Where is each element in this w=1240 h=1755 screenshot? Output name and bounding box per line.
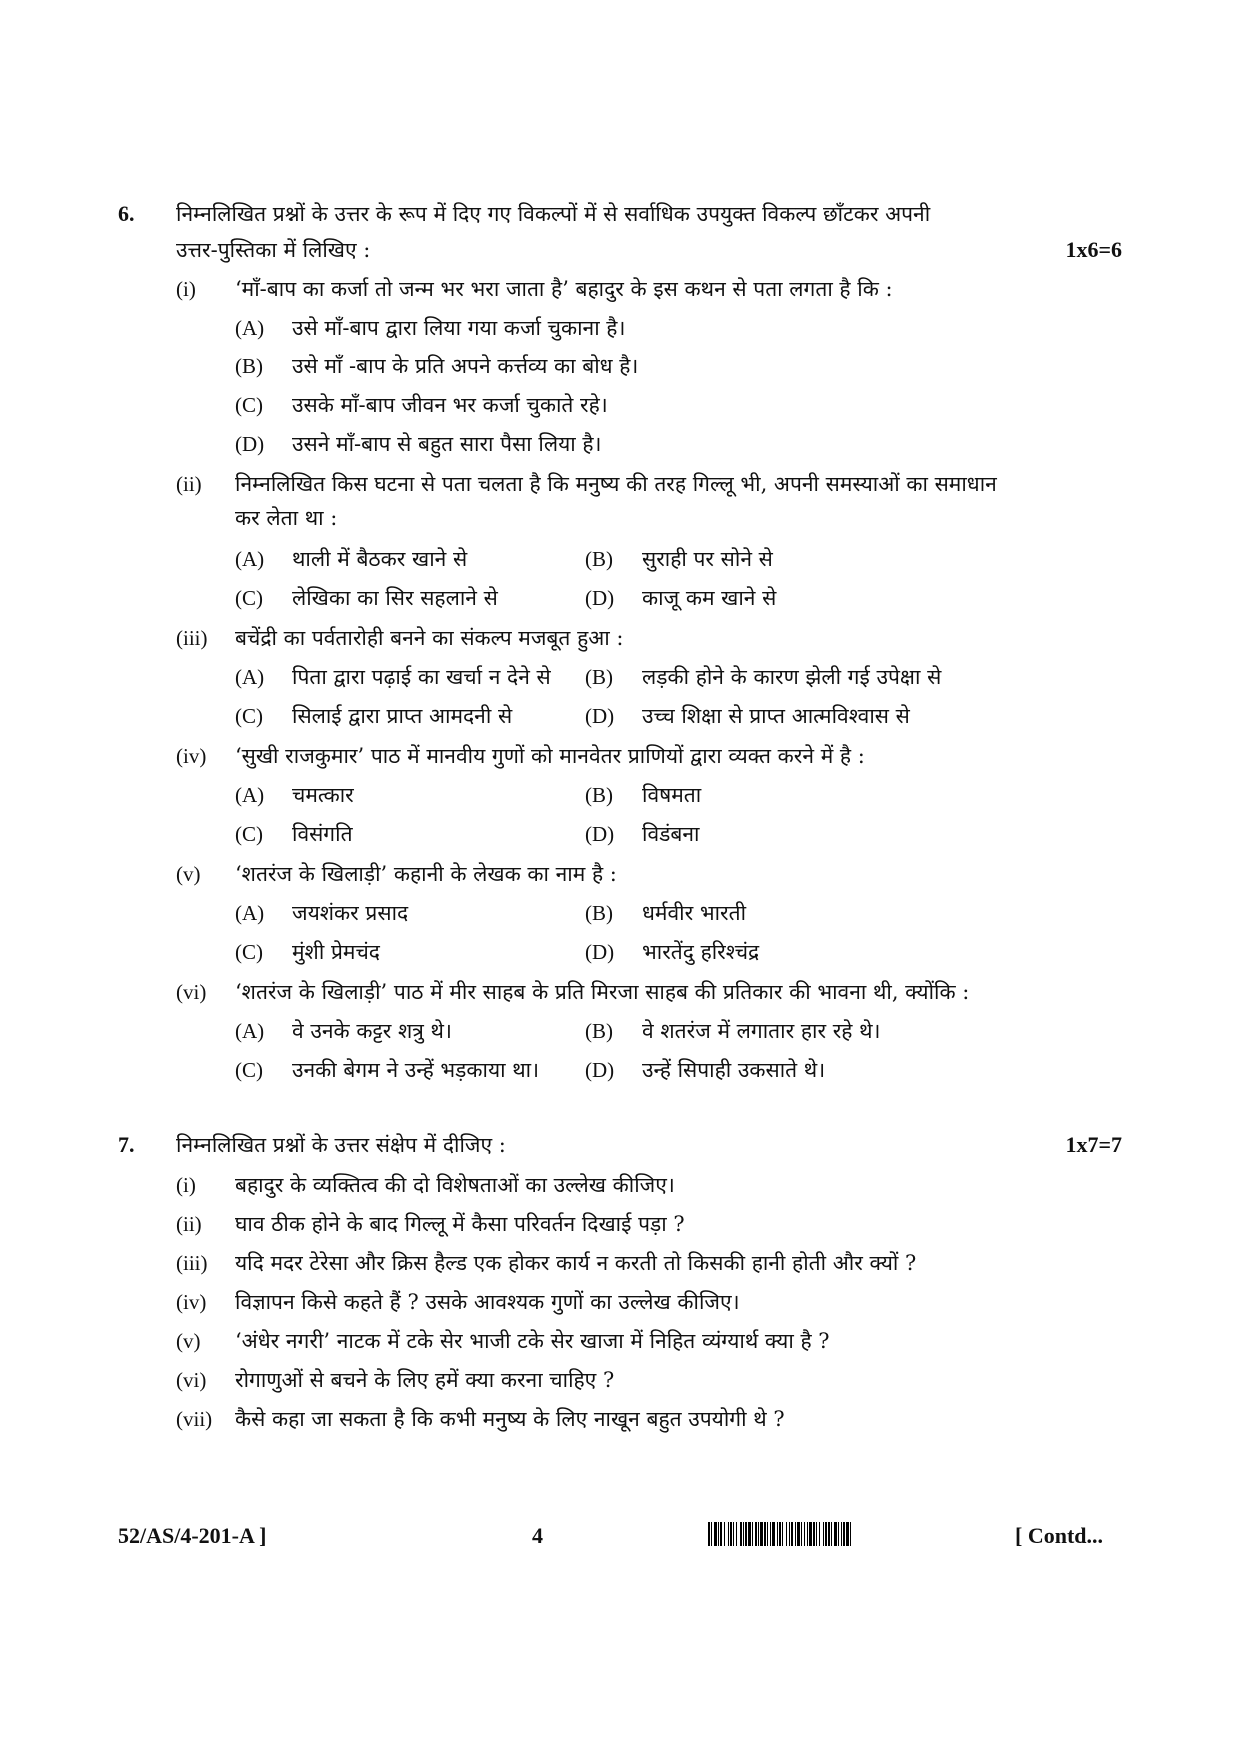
sub-question-stem: ‘माँ-बाप का कर्जा तो जन्म भर भरा जाता है’ बहादुर के इस कथन से पता लगता है कि : — [235, 277, 893, 301]
option-label: (C) — [235, 586, 263, 610]
sub-question — [0, 271, 1240, 307]
option-row — [0, 1052, 1240, 1088]
instruction-line-1: निम्नलिखित प्रश्नों के उत्तर के रूप में दिए गए विकल्पों में से सर्वाधिक उपयुक्त विकल्प छाँटकर अपनी — [176, 202, 931, 226]
option-row — [0, 895, 1240, 931]
sub-question-text: यदि मदर टेरेसा और क्रिस हैल्ड एक होकर कार्य न करती तो किसकी हानी होती और क्यों ? — [235, 1251, 917, 1275]
option-text: उन्हें सिपाही उकसाते थे। — [642, 1058, 826, 1082]
page-footer — [0, 1518, 1240, 1554]
sub-question-number: (i) — [176, 277, 196, 301]
sub-question-number: (iii) — [176, 626, 208, 650]
option-text: उसके माँ-बाप जीवन भर कर्जा चुकाते रहे। — [292, 393, 608, 417]
option-text: काजू कम खाने से — [642, 586, 777, 610]
option-row — [0, 698, 1240, 734]
sub-question-number: (iii) — [176, 1251, 208, 1275]
option-text: थाली में बैठकर खाने से — [292, 547, 468, 571]
option-label: (D) — [585, 586, 615, 610]
question-number: 6. — [118, 201, 135, 226]
option-text: उसे माँ-बाप द्वारा लिया गया कर्जा चुकाना है। — [292, 316, 626, 340]
sub-question-stem: ‘शतरंज के खिलाड़ी’ कहानी के लेखक का नाम है : — [235, 862, 617, 886]
short-question — [0, 1362, 1240, 1398]
continued-label: [ Contd... — [1015, 1523, 1104, 1548]
option-label: (A) — [235, 783, 265, 807]
option-text: सुराही पर सोने से — [642, 547, 773, 571]
option-text: उसने माँ-बाप से बहुत सारा पैसा लिया है। — [292, 432, 602, 456]
sub-question-number: (iv) — [176, 1290, 207, 1314]
page-number: 4 — [532, 1523, 543, 1548]
sub-question-stem: बचेंद्री का पर्वतारोही बनने का संकल्प मजबूत हुआ : — [235, 626, 624, 650]
question-number: 7. — [118, 1132, 135, 1157]
short-question — [0, 1245, 1240, 1281]
option-label: (C) — [235, 940, 263, 964]
option-label: (B) — [235, 354, 263, 378]
marks: 1x7=7 — [1065, 1132, 1122, 1157]
sub-question-number: (i) — [176, 1173, 196, 1197]
paper-code: 52/AS/4-201-A ] — [118, 1523, 267, 1548]
option-label: (D) — [585, 940, 615, 964]
option-text: वे शतरंज में लगातार हार रहे थे। — [642, 1019, 881, 1043]
option-label: (D) — [235, 432, 265, 456]
barcode-icon — [708, 1522, 1006, 1546]
option-label: (C) — [235, 822, 263, 846]
option-row — [0, 816, 1240, 852]
option-row — [0, 777, 1240, 813]
option-text: चमत्कार — [292, 783, 354, 807]
short-question — [0, 1206, 1240, 1242]
sub-question — [0, 856, 1240, 892]
short-question — [0, 1284, 1240, 1320]
option-row — [0, 1013, 1240, 1049]
option-label: (B) — [585, 1019, 613, 1043]
option-row — [0, 541, 1240, 577]
option-label: (A) — [235, 1019, 265, 1043]
option-label: (A) — [235, 547, 265, 571]
option-label: (B) — [585, 547, 613, 571]
sub-question-text: बहादुर के व्यक्तित्व की दो विशेषताओं का उल्लेख कीजिए। — [235, 1173, 675, 1197]
option-text: विसंगति — [292, 822, 353, 846]
sub-question-number: (v) — [176, 862, 201, 886]
option-text: मुंशी प्रेमचंद — [292, 940, 380, 964]
option-label: (A) — [235, 316, 265, 340]
option-text: उनकी बेगम ने उन्हें भड़काया था। — [292, 1058, 540, 1082]
option-text: वे उनके कट्टर शत्रु थे। — [292, 1019, 452, 1043]
sub-question-text: कैसे कहा जा सकता है कि कभी मनुष्य के लिए नाखून बहुत उपयोगी थे ? — [235, 1407, 785, 1431]
sub-question-text: घाव ठीक होने के बाद गिल्लू में कैसा परिवर्तन दिखाई पड़ा ? — [235, 1212, 685, 1236]
option-label: (C) — [235, 704, 263, 728]
sub-question-number: (vii) — [176, 1407, 213, 1431]
option-text: लेखिका का सिर सहलाने से — [292, 586, 498, 610]
sub-question-stem: ‘सुखी राजकुमार’ पाठ में मानवीय गुणों को मानवेतर प्राणियों द्वारा व्यक्त करने में है : — [235, 744, 865, 768]
option-row — [0, 580, 1240, 616]
sub-question — [0, 738, 1240, 774]
sub-question-text: रोगाणुओं से बचने के लिए हमें क्या करना चाहिए ? — [235, 1368, 615, 1392]
sub-question-number: (vi) — [176, 1368, 207, 1392]
option-label: (C) — [235, 1058, 263, 1082]
option-text: लड़की होने के कारण झेली गई उपेक्षा से — [642, 665, 942, 689]
sub-question-number: (ii) — [176, 1212, 202, 1236]
sub-question-text: ‘अंधेर नगरी’ नाटक में टके सेर भाजी टके सेर खाजा में निहित व्यंग्यार्थ क्या है ? — [235, 1329, 830, 1353]
option-text: सिलाई द्वारा प्राप्त आमदनी से — [292, 704, 513, 728]
option-text: भारतेंदु हरिश्चंद्र — [642, 940, 760, 964]
sub-question-stem: ‘शतरंज के खिलाड़ी’ पाठ में मीर साहब के प्रति मिरजा साहब की प्रतिकार की भावना थी, क्योंकि : — [235, 980, 970, 1004]
option-label: (B) — [585, 901, 613, 925]
sub-question-number: (ii) — [176, 472, 202, 496]
sub-question-continued — [0, 500, 1240, 536]
option — [0, 426, 1240, 462]
option — [0, 348, 1240, 384]
option-label: (C) — [235, 393, 263, 417]
option-text: विषमता — [642, 783, 702, 807]
option-row — [0, 934, 1240, 970]
short-question — [0, 1167, 1240, 1203]
question-7 — [0, 1127, 1240, 1163]
option-text: उच्च शिक्षा से प्राप्त आत्मविश्वास से — [642, 704, 910, 728]
option-text: उसे माँ -बाप के प्रति अपने कर्त्तव्य का बोध है। — [292, 354, 639, 378]
question-instruction — [176, 196, 1066, 268]
option-label: (B) — [585, 665, 613, 689]
option-text: जयशंकर प्रसाद — [292, 901, 409, 925]
option-text: विडंबना — [642, 822, 700, 846]
option — [0, 310, 1240, 346]
option-label: (A) — [235, 901, 265, 925]
option-label: (D) — [585, 1058, 615, 1082]
option-text: धर्मवीर भारती — [642, 901, 747, 925]
option-label: (D) — [585, 704, 615, 728]
sub-question-stem-line-1: निम्नलिखित किस घटना से पता चलता है कि मनुष्य की तरह गिल्लू भी, अपनी समस्याओं का समाधान — [235, 472, 997, 496]
sub-question — [0, 466, 1240, 502]
option — [0, 387, 1240, 423]
option-row — [0, 659, 1240, 695]
option-label: (B) — [585, 783, 613, 807]
sub-question-number: (vi) — [176, 980, 207, 1004]
sub-question — [0, 974, 1240, 1010]
instruction-line-2: उत्तर-पुस्तिका में लिखिए : — [176, 238, 371, 262]
option-label: (A) — [235, 665, 265, 689]
short-question — [0, 1401, 1240, 1437]
sub-question-stem-line-2: कर लेता था : — [235, 506, 338, 530]
option-label: (D) — [585, 822, 615, 846]
marks: 1x6=6 — [1065, 237, 1122, 262]
question-instruction: निम्नलिखित प्रश्नों के उत्तर संक्षेप में दीजिए : — [176, 1133, 506, 1157]
sub-question-number: (v) — [176, 1329, 201, 1353]
sub-question-text: विज्ञापन किसे कहते हैं ? उसके आवश्यक गुणों का उल्लेख कीजिए। — [235, 1290, 740, 1314]
sub-question — [0, 620, 1240, 656]
sub-question-number: (iv) — [176, 744, 207, 768]
short-question — [0, 1323, 1240, 1359]
option-text: पिता द्वारा पढ़ाई का खर्चा न देने से — [292, 665, 551, 689]
